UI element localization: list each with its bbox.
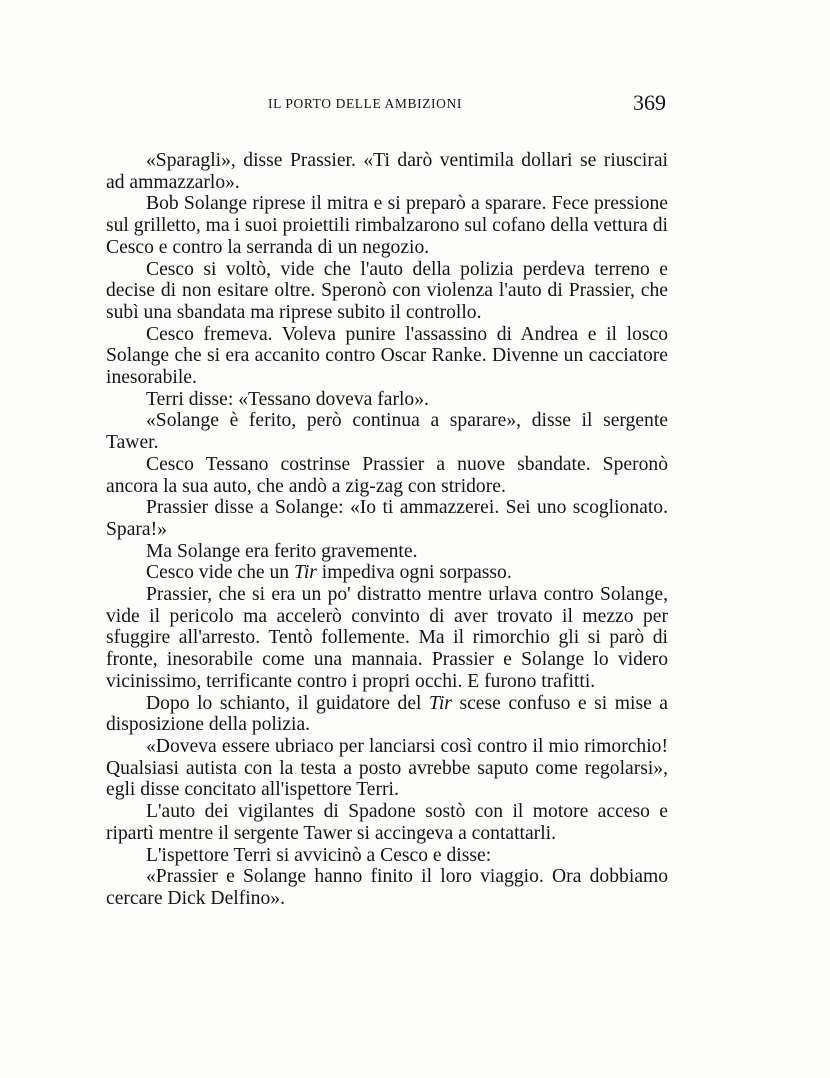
paragraph: «Solange è ferito, però continua a sparare», disse il sergente Tawer. [106, 410, 668, 454]
paragraph: Dopo lo schianto, il guidatore del Tir scese confuso e si mise a disposizione della polizia. [106, 692, 668, 736]
paragraph: Prassier disse a Solange: «Io ti ammazzerei. Sei uno scoglionato. Spara!» [106, 497, 668, 540]
running-header [106, 90, 666, 120]
paragraph: «Prassier e Solange hanno finito il loro viaggio. Ora dobbiamo cercare Dick Delfino». [106, 866, 668, 909]
paragraph: L'auto dei vigilantes di Spadone sostò con il motore acceso e ripartì mentre il sergente Tawer si accingeva a contattarli. [106, 801, 668, 844]
body-text [106, 150, 668, 910]
paragraph: Cesco Tessano costrinse Prassier a nuove sbandate. Speronò ancora la sua auto, che andò a zig-zag con stridore. [106, 453, 668, 497]
paragraph: Prassier, che si era un po' distratto mentre urlava contro Solange, vide il pericolo ma accelerò convinto di aver trovato il mezzo per sfuggire all'arresto. Tentò follemente. Ma il rimorchio gli si parò di fronte, inesorabile come una mannaia. Prassier e Solange lo videro vicinissimo, terrificante contro i propri occhi. E furono trafitti. [106, 584, 668, 692]
page-number: 369 [633, 90, 666, 115]
paragraph: Terri disse: «Tessano doveva farlo». [146, 388, 429, 410]
running-title: IL PORTO DELLE AMBIZIONI [268, 96, 462, 111]
paragraph: Cesco fremeva. Voleva punire l'assassino di Andrea e il losco Solange che si era accanito contro Oscar Ranke. Divenne un cacciatore inesorabile. [106, 323, 668, 389]
paragraph: «Doveva essere ubriaco per lanciarsi così contro il mio rimorchio! Qualsiasi autista con la testa a posto avrebbe saputo come regolarsi», egli disse concitato all'ispettore Terri. [106, 735, 668, 801]
paragraph: Ma Solange era ferito gravemente. [146, 540, 418, 562]
paragraph: Cesco si voltò, vide che l'auto della polizia perdeva terreno e decise di non esitare oltre. Speronò con violenza l'auto di Prassier, che subì una sbandata ma riprese subito il controllo. [106, 258, 668, 323]
paragraph: Cesco vide che un Tir impediva ogni sorpasso. [146, 562, 512, 584]
paragraph: Bob Solange riprese il mitra e si preparò a sparare. Fece pressione sul grilletto, ma i suoi proiettili rimbalzarono sul cofano della vettura di Cesco e contro la serranda di un negozio. [106, 193, 668, 258]
paragraph: L'ispettore Terri si avvicinò a Cesco e disse: [146, 844, 492, 866]
paragraph: «Sparagli», disse Prassier. «Ti darò ventimila dollari se riuscirai ad ammazzarlo». [106, 150, 668, 193]
